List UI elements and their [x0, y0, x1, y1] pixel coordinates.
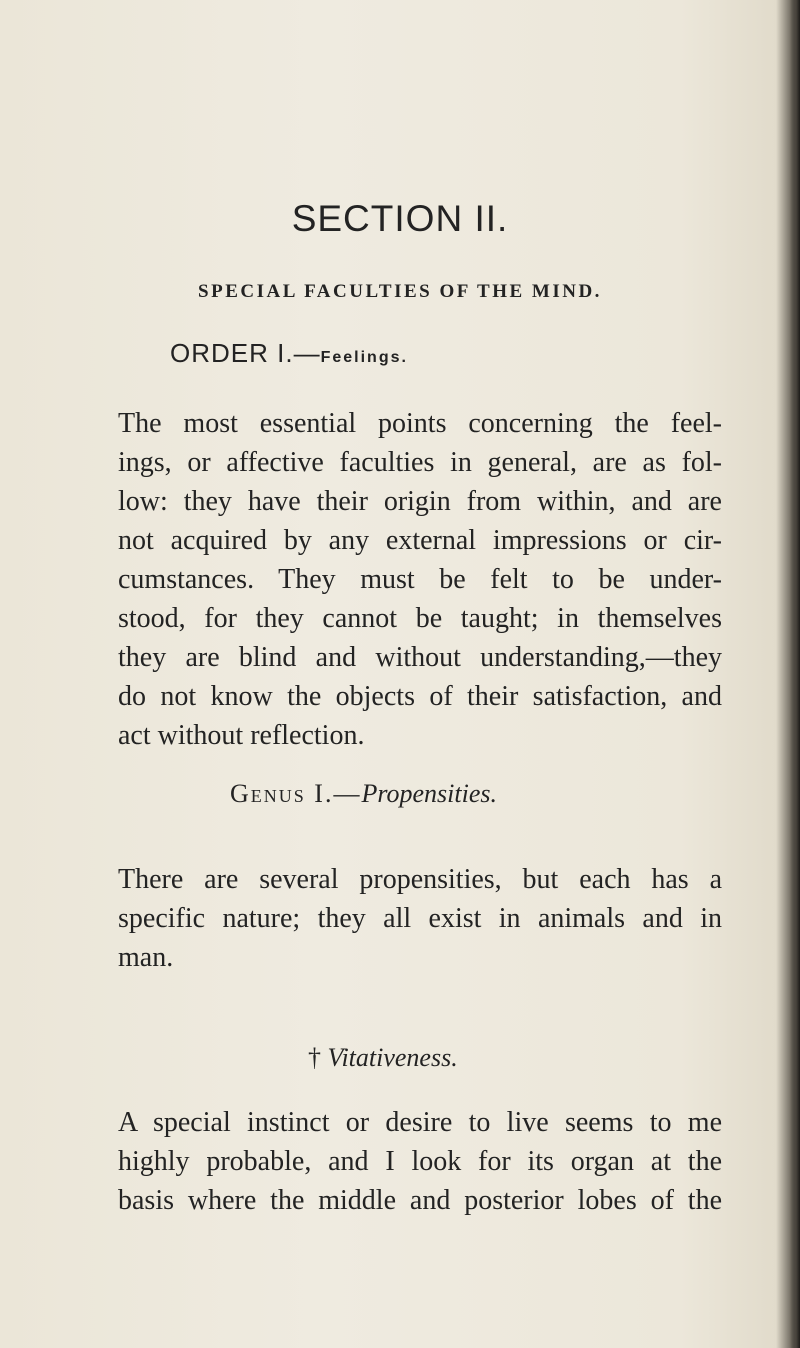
- text-line: do not know the objects of their satisfaction, and: [118, 681, 722, 712]
- text-line: low: they have their origin from within, and are: [118, 486, 722, 517]
- text-line: basis where the middle and posterior lobes of the: [118, 1185, 722, 1216]
- text-line: act without reflection.: [118, 720, 365, 751]
- text-line: There are several propensities, but each has a: [118, 864, 722, 895]
- order-heading: [170, 340, 408, 366]
- text-line: highly probable, and I look for its organ at the: [118, 1146, 722, 1177]
- text-line: man.: [118, 942, 174, 973]
- paragraph-feelings: [118, 404, 722, 755]
- text-line: cumstances. They must be felt to be under-: [118, 564, 722, 595]
- vitativeness-heading: [308, 1045, 458, 1071]
- order-label: ORDER I.—: [170, 338, 321, 368]
- text-line: A special instinct or desire to live seems to me: [118, 1107, 722, 1138]
- paragraph-propensities: [118, 860, 722, 977]
- paragraph-vitativeness: [118, 1103, 722, 1220]
- text-line: not acquired by any external impressions or cir-: [118, 525, 722, 556]
- genus-label: Genus I.—: [230, 779, 362, 808]
- dagger-mark: †: [308, 1043, 321, 1072]
- text-line: they are blind and without understanding,—they: [118, 642, 722, 673]
- order-name: Feelings.: [320, 349, 408, 366]
- text-line: specific nature; they all exist in animals and in: [118, 903, 722, 934]
- section-title: SECTION II.: [291, 198, 509, 239]
- genus-name: Propensities.: [361, 779, 497, 808]
- text-line: ings, or affective faculties in general, are as fol-: [118, 447, 722, 478]
- text-line: The most essential points concerning the feel-: [118, 408, 722, 439]
- text-line: stood, for they cannot be taught; in themselves: [118, 603, 722, 634]
- genus-heading: [230, 781, 497, 807]
- section-subtitle: SPECIAL FACULTIES OF THE MIND.: [198, 281, 602, 302]
- vitativeness-name: Vitativeness.: [327, 1043, 458, 1072]
